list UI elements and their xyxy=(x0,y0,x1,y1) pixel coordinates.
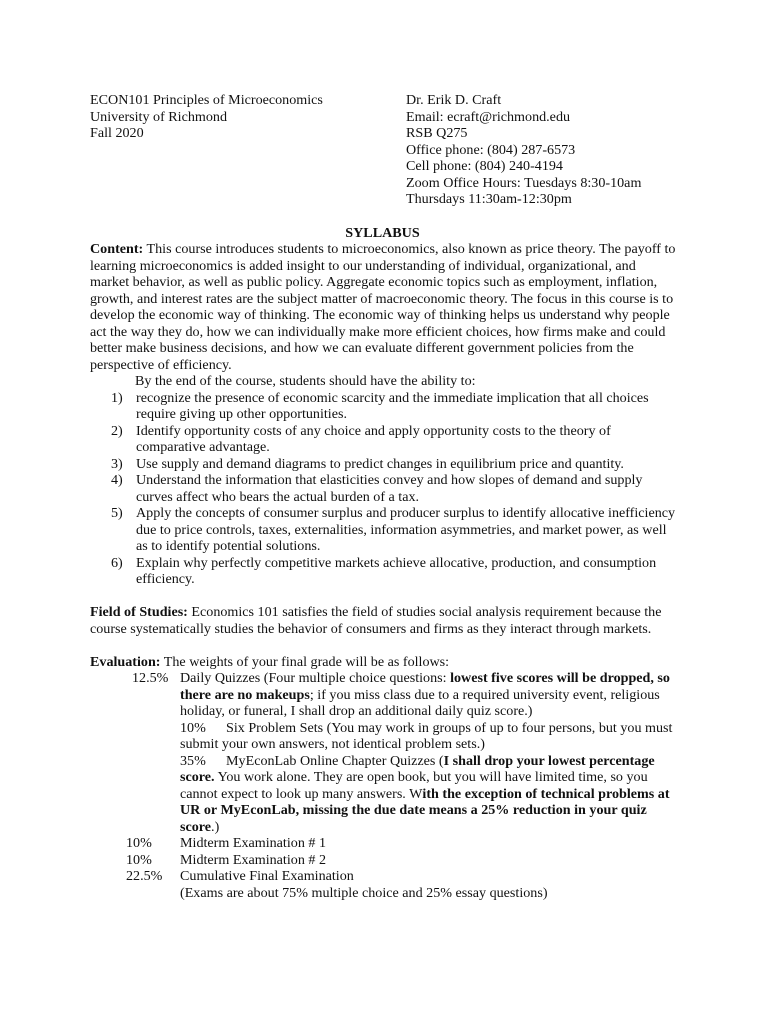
list-item xyxy=(90,505,678,555)
list-text: Apply the concepts of consumer surplus and producer surplus to identify allocative inefficiency due to price controls, taxes, externalities, information asymmetries, and market power, as well as to identify potential solutions. xyxy=(136,505,676,554)
instructor-name: Dr. Erik D. Craft xyxy=(406,92,502,108)
list-number: 5) xyxy=(111,505,123,521)
list-text: Identify opportunity costs of any choice and apply opportunity costs to the theory of comparative advantage. xyxy=(136,422,611,455)
grade-weight: 22.5% xyxy=(126,868,163,884)
field-of-studies-section xyxy=(90,604,678,637)
grade-bold-text: ith the exception of technical problems at UR or MyEconLab, missing the due date means a 25% reduction in your quiz score xyxy=(180,785,670,835)
list-number: 4) xyxy=(111,472,123,488)
office-hours-2: Thursdays 11:30am-12:30pm xyxy=(406,191,572,207)
list-item xyxy=(90,390,678,423)
office-phone: Office phone: (804) 287-6573 xyxy=(406,141,576,158)
grade-weight: 12.5% xyxy=(132,670,169,686)
course-title: ECON101 Principles of Microeconomics xyxy=(90,92,323,108)
list-text: Use supply and demand diagrams to predict changes in equilibrium price and quantity. xyxy=(136,455,624,472)
grade-item-final xyxy=(90,868,678,885)
grade-text: .) xyxy=(211,818,220,835)
grade-weight: 10% xyxy=(180,719,206,736)
list-text: Understand the information that elasticities convey and how slopes of demand and supply curves affect who bears the actual burden of a tax. xyxy=(136,472,643,505)
list-number: 1) xyxy=(111,389,123,406)
evaluation-label: Evaluation: xyxy=(90,653,161,670)
grade-item-midterm-2 xyxy=(90,852,678,869)
list-number: 6) xyxy=(111,554,123,571)
grade-text: Midterm Examination # 1 xyxy=(180,835,327,851)
list-item xyxy=(90,555,678,588)
evaluation-section xyxy=(90,654,678,902)
grade-weight: 10% xyxy=(126,835,152,851)
grade-text: ; if you miss class due to a required university event, religious holiday, or funeral, I shall drop an additional daily quiz score.) xyxy=(180,686,660,719)
evaluation-intro xyxy=(90,654,678,671)
field-of-studies-label: Field of Studies: xyxy=(90,604,188,620)
office-room: RSB Q275 xyxy=(406,125,468,141)
exam-note: (Exams are about 75% multiple choice and 25% essay questions) xyxy=(180,884,548,901)
course-info xyxy=(90,92,323,142)
grade-text: Cumulative Final Examination xyxy=(180,868,354,884)
syllabus-body xyxy=(90,241,678,901)
evaluation-intro-text: The weights of your final grade will be as follows: xyxy=(160,653,450,670)
grade-bold-text: lowest five scores will be dropped, so there are no makeups xyxy=(180,670,670,703)
grade-text: Daily Quizzes (Four multiple choice questions: xyxy=(180,670,451,686)
grade-text: Midterm Examination # 2 xyxy=(180,851,327,868)
list-text: Explain why perfectly competitive markets achieve allocative, production, and consumption efficiency. xyxy=(136,554,657,587)
list-item xyxy=(90,456,678,473)
grade-text: You work alone. They are open book, but you will have limited time, so you cannot expect to look up many answers. W xyxy=(180,769,648,802)
list-number: 2) xyxy=(111,422,123,439)
grade-item-quizzes xyxy=(90,670,678,720)
content-section xyxy=(90,241,678,373)
grade-item-myeconlab xyxy=(90,753,678,836)
field-of-studies-text: Economics 101 satisfies the field of studies social analysis requirement because the course systematically studies the behavior of consumers and firms as they interact through markets. xyxy=(90,604,662,637)
content-text: This course introduces students to microeconomics, also known as price theory. The payoff to learning microeconomics is added insight to our understanding of individual, organizational, and market behavior, as well as public policy. Aggregate economic topics such as employment, inflation, growth, and interest rates are the subject matter of macroeconomic theory. The focus in this course is to develop the economic way of thinking. The economic way of thinking helps us understand why people act the way they do, how we can individually make more efficient choices, how firms make and could better make business decisions, and how we can evaluate different government policies from the perspective of efficiency. xyxy=(90,241,676,373)
page-title: SYLLABUS xyxy=(345,225,420,241)
grade-weight: 35% xyxy=(180,752,206,769)
term: Fall 2020 xyxy=(90,125,144,141)
content-label: Content: xyxy=(90,241,144,257)
office-hours: Zoom Office Hours: Tuesdays 8:30-10am xyxy=(406,174,642,191)
university-name: University of Richmond xyxy=(90,108,228,125)
grade-text: Six Problem Sets (You may work in groups of up to four persons, but you must submit your own answers, not identical problem sets.) xyxy=(180,719,673,752)
grade-item-problem-sets xyxy=(90,720,678,753)
cell-phone: Cell phone: (804) 240-4194 xyxy=(406,158,563,174)
instructor-info xyxy=(406,92,641,208)
instructor-email: Email: ecraft@richmond.edu xyxy=(406,108,571,125)
list-text: recognize the presence of economic scarcity and the immediate implication that all choices require giving up other opportunities. xyxy=(136,389,649,422)
grade-bold-text: I shall drop your lowest percentage score. xyxy=(180,752,655,785)
objectives-lead: By the end of the course, students should have the ability to: xyxy=(135,373,476,389)
list-item xyxy=(90,423,678,456)
list-number: 3) xyxy=(111,455,123,472)
grade-item-midterm-1 xyxy=(90,835,678,852)
list-item xyxy=(90,472,678,505)
objectives-list xyxy=(90,390,678,588)
grade-weight: 10% xyxy=(126,851,152,868)
grade-text: MyEconLab Online Chapter Quizzes ( xyxy=(226,752,444,769)
